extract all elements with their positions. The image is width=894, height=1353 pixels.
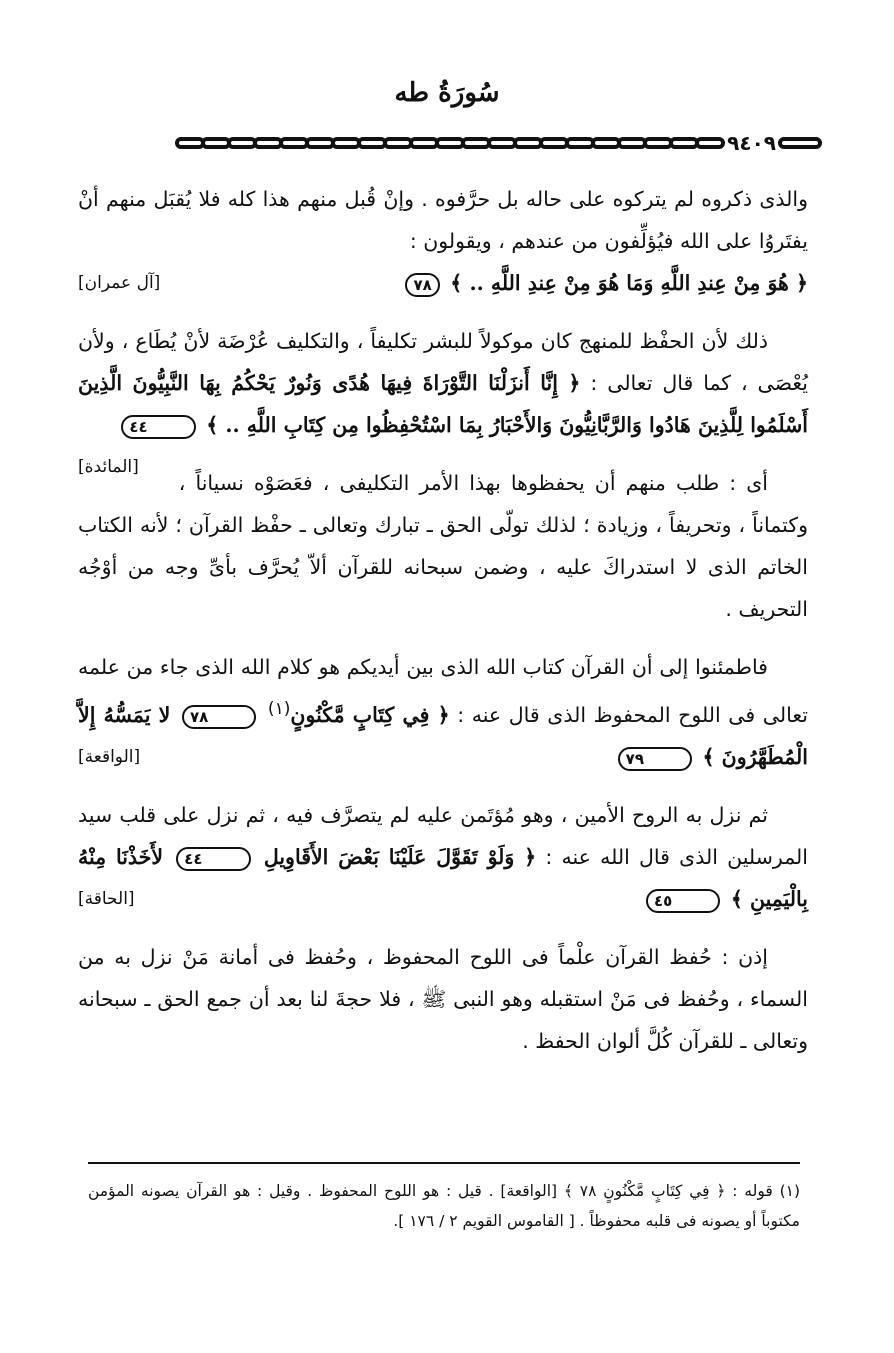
- paragraph-5: [78, 794, 808, 920]
- surah-reference: [المائدة]: [78, 457, 139, 477]
- paragraph-6: [78, 936, 808, 1062]
- border-link: [778, 137, 822, 149]
- paragraph-text: فاطمئنوا إلى أن القرآن كتاب الله الذى بين أيديكم هو كلام الله الذى جاء من علمه تعالى فى اللوح المحفوظ الذى قال عنه :: [78, 655, 808, 727]
- border-chain-left: [177, 137, 723, 149]
- paragraph-2: [78, 320, 808, 477]
- border-link: [435, 137, 465, 149]
- border-link: [487, 137, 517, 149]
- surah-reference: [الحاقة]: [78, 888, 135, 909]
- paragraph-text: ذلك لأن الحفْظ للمنهج كان موكولاً للبشر تكليفاً ، والتكليف عُرْضَة لأنْ يُطَاع ، ولأن يُعْصَى ، كما قال تعالى :: [78, 329, 808, 395]
- border-link: [695, 137, 725, 149]
- ayah-number: ٧٨: [182, 705, 256, 729]
- surah-reference: [الواقعة]: [78, 746, 141, 767]
- border-link: [331, 137, 361, 149]
- surah-reference: [آل عمران]: [78, 273, 161, 293]
- ayah-number: ٤٥: [646, 889, 720, 913]
- quran-verse: لأَخَذْنَا مِنْهُ بِالْيَمِينِ ﴾: [78, 844, 808, 911]
- quran-verse: لا يَمَسُّهُ إِلاَّ الْمُطَهَّرُونَ ﴾: [78, 702, 808, 769]
- footnote-marker: (١): [267, 699, 291, 719]
- quran-verse: ﴿ وَلَوْ تَقَوَّلَ عَلَيْنَا بَعْضَ الأَقَاوِيلِ: [263, 844, 537, 869]
- footnote: (١) قوله : ﴿ فِي كِتَابٍ مَّكْنُونٍ ٧٨ ﴾ [الواقعة] . قيل : هو اللوح المحفوظ . وقيل : هو القرآن يصونه المؤمن مكتوباً أو يصونه فى قلبه محفوظاً . [ القاموس القويم ٢ / ١٧٦ ].: [88, 1182, 801, 1230]
- border-link: [175, 137, 205, 149]
- ayah-number: ٤٤: [176, 847, 250, 871]
- border-chain-right: [780, 137, 820, 149]
- paragraph-4: [78, 646, 808, 778]
- border-link: [461, 137, 491, 149]
- border-link: [227, 137, 257, 149]
- quran-verse: ﴿ إِنَّا أَنزَلْنَا التَّوْرَاةَ فِيهَا هُدًى وَنُورٌ يَحْكُمُ بِهَا النَّبِيُّونَ الَّذِينَ أَسْلَمُوا لِلَّذِينَ هَادُوا وَالرَّبَّانِيُّونَ وَالأَحْبَارُ بِمَا اسْتُحْفِظُوا مِن كِتَابِ اللَّهِ .. ﴾: [78, 371, 808, 437]
- paragraph-text: والذى ذكروه لم يتركوه على حاله بل حرَّفوه . وإنْ قُبل منهم هذا كله فلا يُقبَل منهم أنْ يفتَروُا على الله فيُؤلِّفون من عندهم ، ويقولون :: [78, 187, 808, 253]
- border-link: [305, 137, 335, 149]
- ayah-number: ٧٩: [618, 747, 692, 771]
- border-link: [383, 137, 413, 149]
- border-link: [565, 137, 595, 149]
- footnote-divider: [88, 1162, 800, 1164]
- paragraph-1: [78, 178, 808, 304]
- verse-line: [78, 262, 808, 304]
- main-text: [78, 178, 808, 1078]
- border-link: [617, 137, 647, 149]
- border-link: [279, 137, 309, 149]
- border-link: [201, 137, 231, 149]
- border-link: [409, 137, 439, 149]
- border-link: [253, 137, 283, 149]
- paragraph-3: [78, 462, 808, 630]
- surah-title: سُورَةُ طه: [394, 78, 500, 108]
- border-link: [643, 137, 673, 149]
- header-border: [60, 128, 820, 158]
- border-link: [539, 137, 569, 149]
- quran-verse: ﴿ فِي كِتَابٍ مَّكْنُونٍ: [290, 702, 450, 727]
- paragraph-text: ثم نزل به الروح الأمين ، وهو مُؤتَمن عليه لم يتصرَّف فيه ، ثم نزل على قلب سيد المرسلين الذى قال الله عنه :: [78, 802, 808, 869]
- border-link: [357, 137, 387, 149]
- ayah-number: ٧٨: [405, 273, 439, 297]
- paragraph-text: إذن : حُفظ القرآن علْماً فى اللوح المحفوظ ، وحُفظ فى أمانة مَنْ نزل به من السماء ، وحُفظ فى مَنْ استقبله وهو النبى ﷺ ، فلا حجةَ لنا بعد أن جمع الحق ـ سبحانه وتعالى ـ للقرآن كُلَّ ألوان الحفظ .: [78, 944, 808, 1053]
- border-link: [669, 137, 699, 149]
- border-link: [591, 137, 621, 149]
- border-link: [513, 137, 543, 149]
- ayah-number: ٤٤: [121, 415, 195, 439]
- page-number: ٩٤٠٩: [727, 131, 776, 155]
- paragraph-text: أى : طلب منهم أن يحفظوها بهذا الأمر التكليفى ، فعَصَوْه نسياناً ، وكتماناً ، وتحريفاً ، وزيادة ؛ لذلك تولّى الحق ـ تبارك وتعالى ـ حفْظ القرآن ؛ لأنه الكتاب الخاتم الذى لا استدراكَ عليه ، وضمن سبحانه للقرآن ألاّ يُحرَّف بأىِّ وجه من أوْجُه التحريف .: [78, 471, 808, 621]
- quran-verse: ﴿ هُوَ مِنْ عِندِ اللَّهِ وَمَا هُوَ مِنْ عِندِ اللَّهِ .. ﴾: [450, 271, 808, 295]
